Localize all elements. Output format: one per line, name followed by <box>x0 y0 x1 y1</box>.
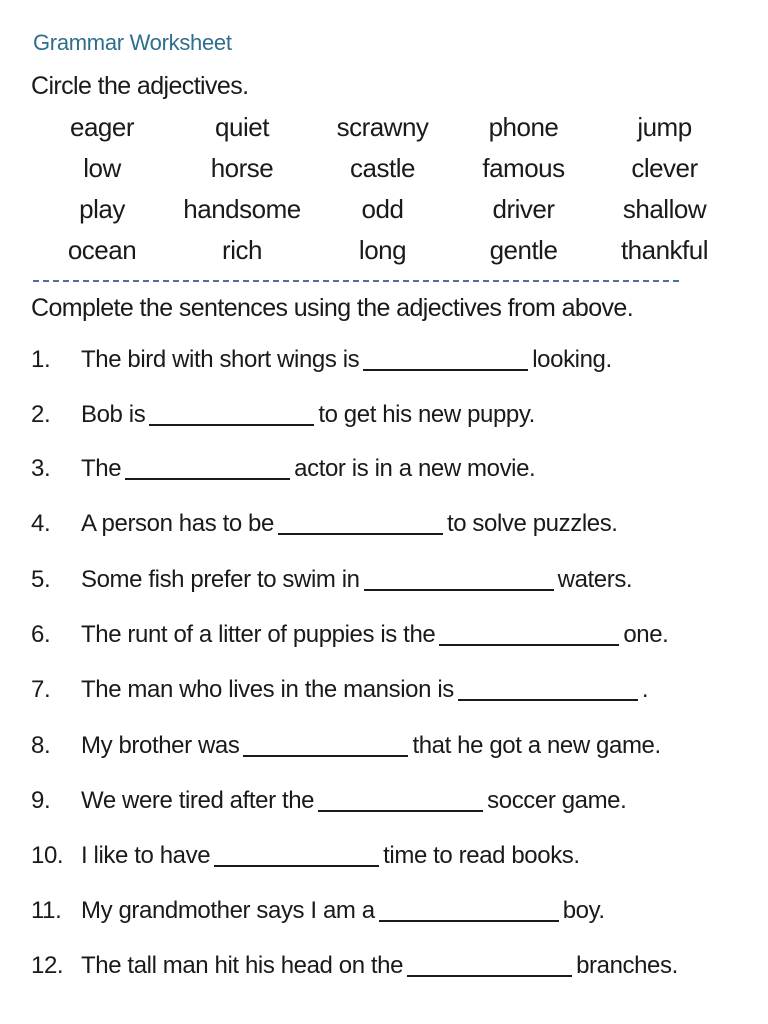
sentence-text: branches. <box>576 952 678 979</box>
answer-blank[interactable] <box>363 369 528 371</box>
sentence-text: time to read books. <box>383 842 580 869</box>
sentence-text: boy. <box>562 897 605 924</box>
answer-blank[interactable] <box>364 589 554 591</box>
word-bank-item: phone <box>488 112 559 142</box>
sentence-text: Some fish prefer to swim in <box>81 566 360 593</box>
word-bank-item: scrawny <box>336 112 429 142</box>
sentence-number: 10. <box>31 842 64 869</box>
sentence-text: . <box>641 676 649 703</box>
sentence-text: The tall man hit his head on the <box>81 952 404 979</box>
section-divider <box>33 280 679 282</box>
sentence-text: My brother was <box>81 732 240 759</box>
sentence-text: one. <box>623 621 669 648</box>
word-bank-item: odd <box>361 194 404 224</box>
answer-blank[interactable] <box>439 644 619 646</box>
sentence-row <box>0 891 768 931</box>
circle-instruction: Circle the adjectives. <box>31 72 249 100</box>
answer-blank[interactable] <box>214 865 379 867</box>
word-bank-item: handsome <box>183 194 301 224</box>
sentence-row <box>0 560 768 600</box>
word-bank-item: gentle <box>489 235 558 265</box>
sentence-number: 3. <box>31 455 51 482</box>
word-bank-item: clever <box>631 153 698 183</box>
sentence-text: We were tired after the <box>81 787 315 814</box>
word-bank-item: low <box>83 153 121 183</box>
word-bank <box>32 107 732 271</box>
sentence-text: actor is in a new movie. <box>294 455 536 482</box>
sentence-text: The bird with short wings is <box>81 346 360 373</box>
answer-blank[interactable] <box>149 424 314 426</box>
sentence-text: waters. <box>557 566 633 593</box>
complete-instruction: Complete the sentences using the adjectives from above. <box>31 294 634 322</box>
sentence-text: My grandmother says I am a <box>81 897 375 924</box>
sentence-row <box>0 781 768 821</box>
sentence-row <box>0 836 768 876</box>
word-bank-item: quiet <box>215 112 269 142</box>
sentence-row <box>0 340 768 380</box>
sentence-text: to get his new puppy. <box>318 401 535 428</box>
sentence-text: to solve puzzles. <box>446 510 618 537</box>
sentence-number: 4. <box>31 510 51 537</box>
sentence-text: A person has to be <box>81 510 274 537</box>
answer-blank[interactable] <box>379 920 559 922</box>
sentence-row <box>0 449 768 489</box>
word-bank-item: long <box>358 235 407 265</box>
word-bank-item: thankful <box>620 235 709 265</box>
word-bank-item: jump <box>637 112 692 142</box>
sentence-number: 9. <box>31 787 51 814</box>
sentence-text: The man who lives in the mansion is <box>81 676 454 703</box>
word-bank-item: castle <box>350 153 415 183</box>
word-bank-item: ocean <box>67 235 137 265</box>
sentence-row <box>0 395 768 435</box>
answer-blank[interactable] <box>318 810 483 812</box>
sentence-row <box>0 504 768 544</box>
sentence-text: Bob is <box>81 401 146 428</box>
sentence-text: The runt of a litter of puppies is the <box>81 621 436 648</box>
sentence-row <box>0 726 768 766</box>
sentence-text: The <box>81 455 122 482</box>
sentence-text: that he got a new game. <box>412 732 661 759</box>
sentence-number: 1. <box>31 346 51 373</box>
worksheet-title: Grammar Worksheet <box>33 30 232 55</box>
sentence-text: soccer game. <box>487 787 627 814</box>
sentence-number: 7. <box>31 676 51 703</box>
sentence-number: 5. <box>31 566 51 593</box>
answer-blank[interactable] <box>243 755 408 757</box>
sentence-row <box>0 670 768 710</box>
word-bank-item: horse <box>210 153 274 183</box>
answer-blank[interactable] <box>125 478 290 480</box>
sentence-row <box>0 946 768 986</box>
word-bank-item: rich <box>222 235 262 265</box>
word-bank-item: shallow <box>622 194 707 224</box>
word-bank-item: driver <box>492 194 555 224</box>
sentence-number: 2. <box>31 401 51 428</box>
sentence-number: 11. <box>31 897 62 924</box>
sentence-number: 6. <box>31 621 51 648</box>
sentence-number: 8. <box>31 732 51 759</box>
sentence-number: 12. <box>31 952 64 979</box>
answer-blank[interactable] <box>458 699 638 701</box>
word-bank-item: play <box>79 194 125 224</box>
word-bank-item: famous <box>482 153 565 183</box>
answer-blank[interactable] <box>407 975 572 977</box>
answer-blank[interactable] <box>278 533 443 535</box>
word-bank-item: eager <box>70 112 134 142</box>
sentence-row <box>0 615 768 655</box>
sentence-text: I like to have <box>81 842 211 869</box>
sentence-text: looking. <box>532 346 612 373</box>
